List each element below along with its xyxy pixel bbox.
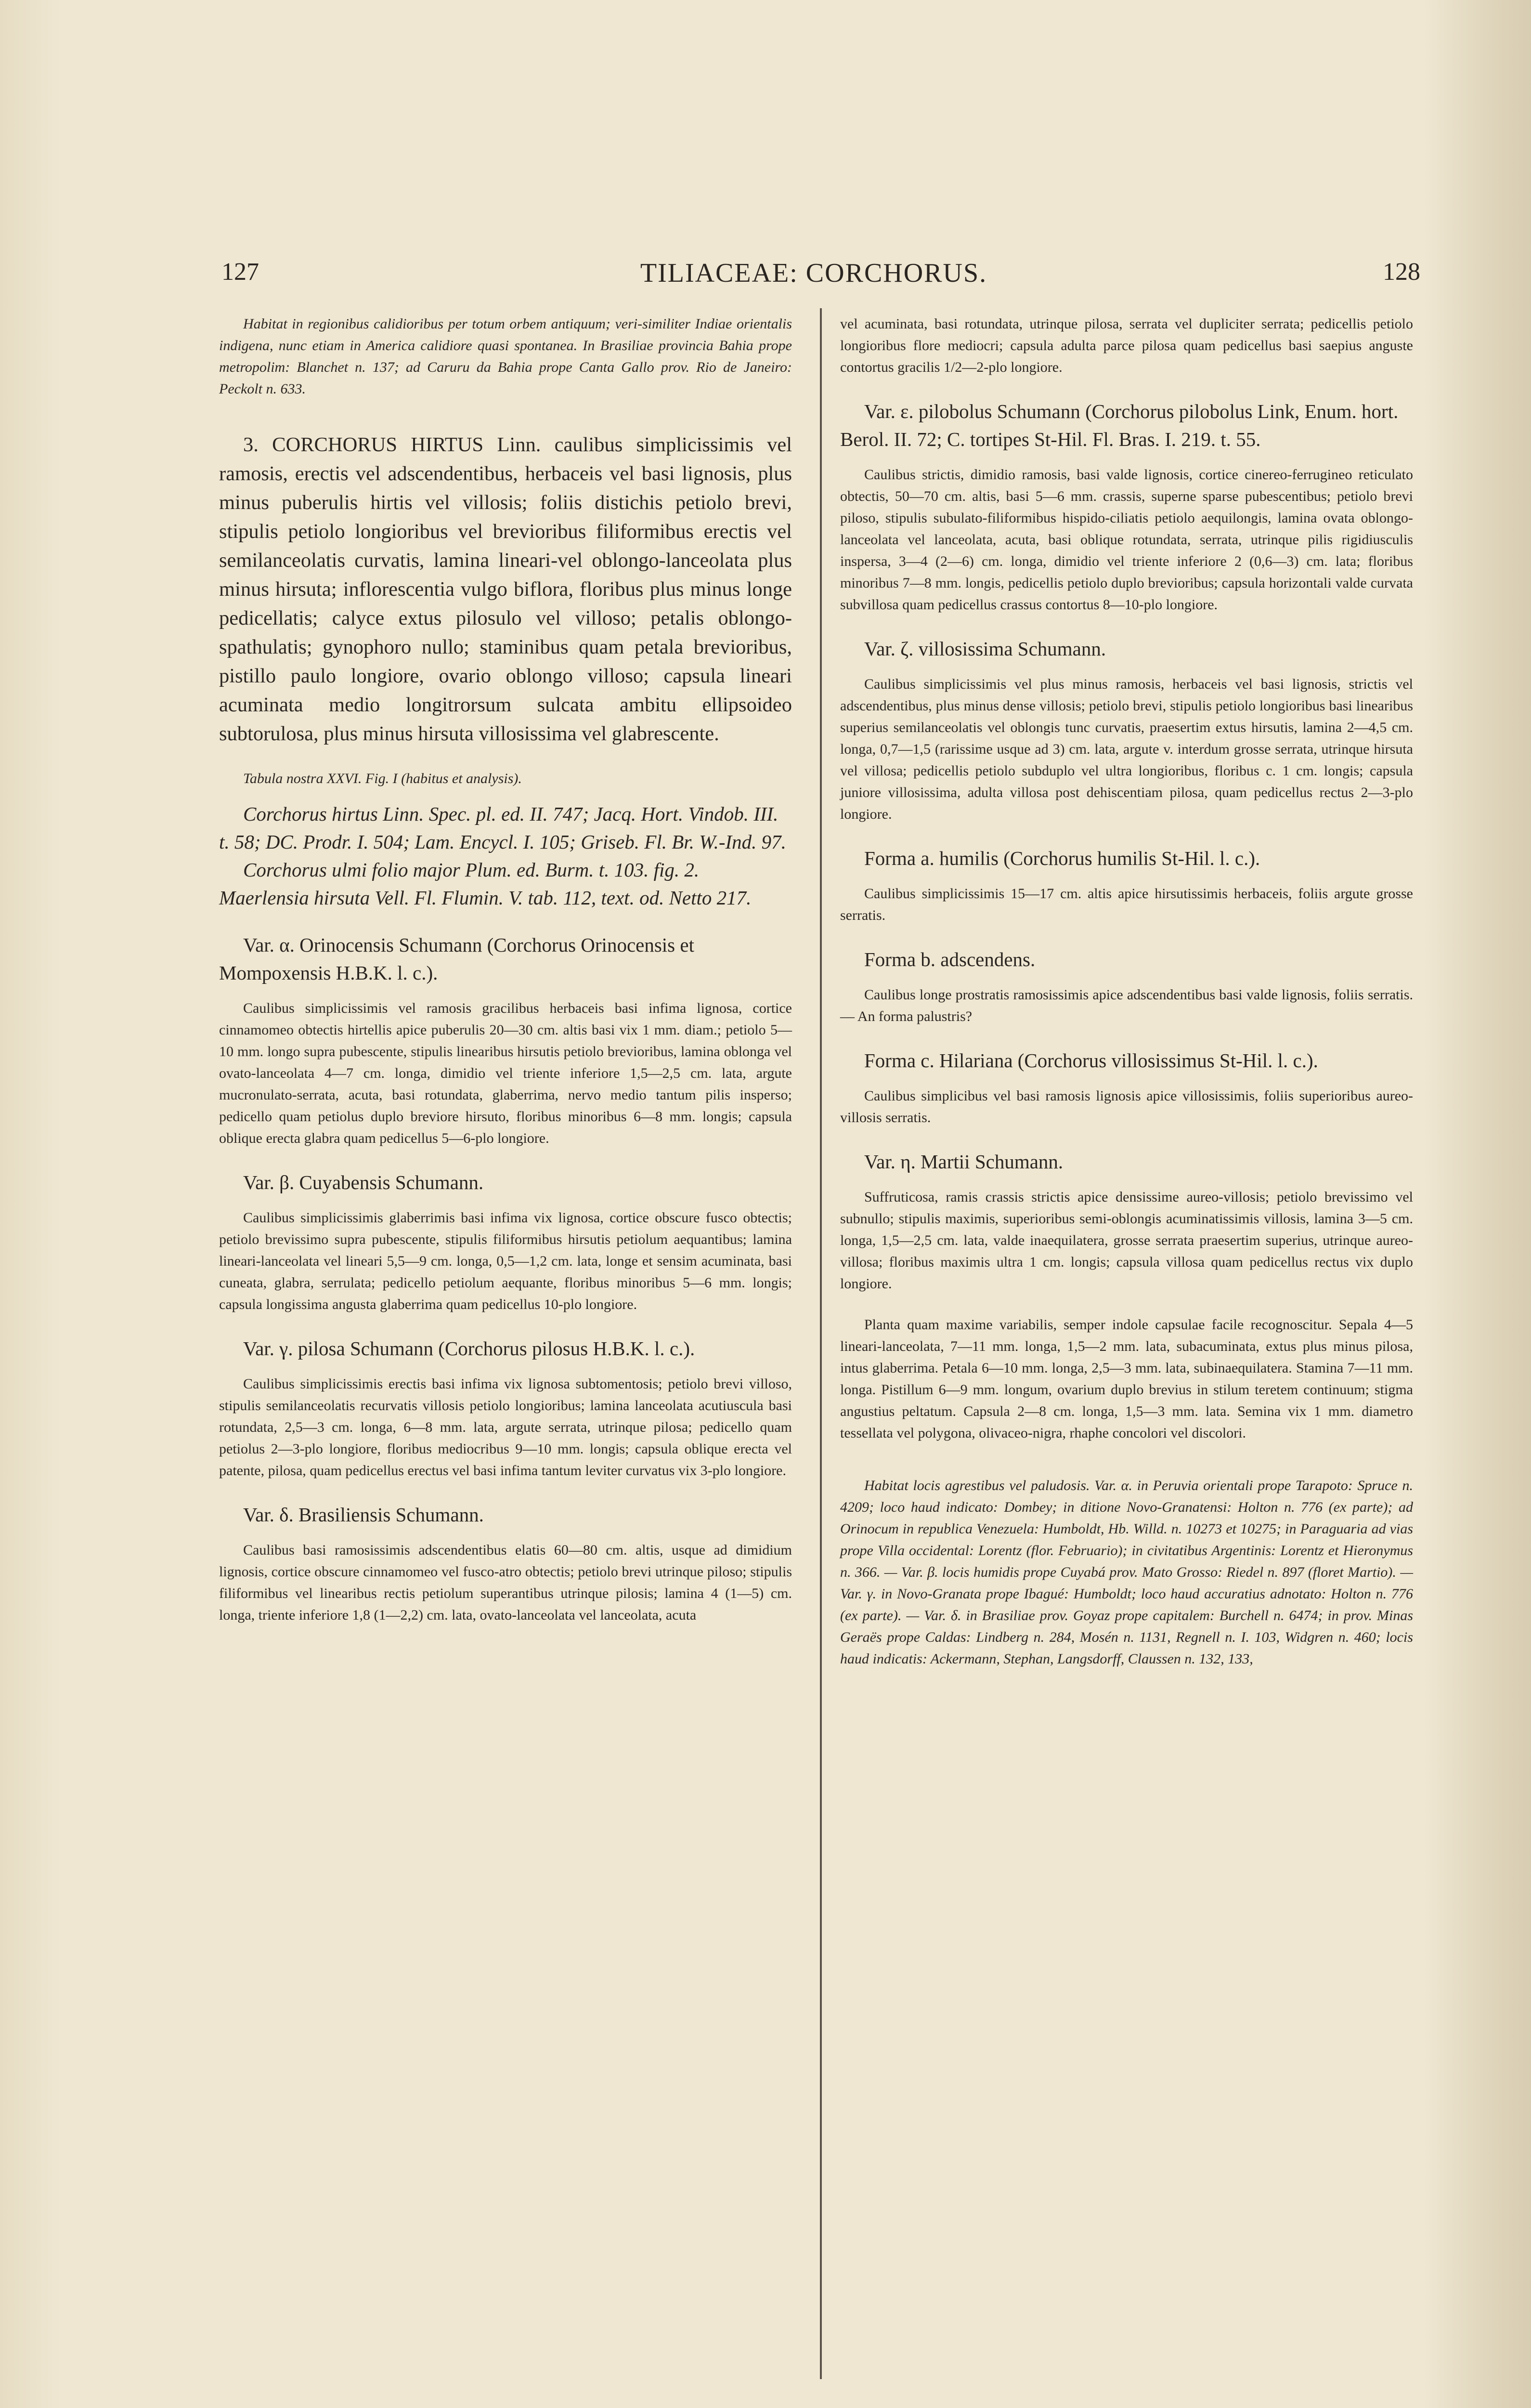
variety-alpha-heading: Var. α. Orinocensis Schumann (Corchorus Orinocensis et Mompoxensis H.B.K. l. c.).	[219, 934, 694, 984]
variety-gamma-description: Caulibus simplicissimis erectis basi infima vix lignosa subtomentosis; petiolo brevi villoso, stipulis semilanceolatis recurvatis villosis petiolo longioribus; lamina lanceolata acutiuscula basi rotundata, 2,5—3 cm. longa, 6—8 mm. lata, argute serrata, utrinque pilosa; pedicello quam petiolus 2—3-plo longiore, floribus mediocribus 9—10 mm. longis; capsula oblique erecta vel patente, pilosa, quam pedicellus erectus vel basi infima tantum leviter curvatus vix 3-plo longiore.	[219, 1376, 792, 1479]
forma-b-description: Caulibus longe prostratis ramosissimis apice adscendentibus basi valde lignosis, foliis serratis. — An forma palustris?	[840, 987, 1413, 1024]
page-header	[207, 258, 1420, 301]
planta-paragraph: Planta quam maxime variabilis, semper indole capsulae facile recognoscitur. Sepala 4—5 lineari-lanceolata, 7—11 mm. longa, 1,5—2 mm. lata, subacuminata, extus plus minus pilosa, intus glaberrima. Petala 6—10 mm. longa, 2,5—3 mm. lata, subinaequilatera. Stamina 7—11 mm. longa. Pistillum 6—9 mm. longum, ovarium duplo brevius in stilum teretem continuum; stigma angustius peltatum. Capsula 2—8 cm. longa, 1,5—3 mm. lata. Semina vix 1 mm. diametro tessellata vel polygona, olivaceo-nigra, rhaphe concolori vel discolori.	[840, 1317, 1413, 1441]
synonymy-paragraph-1: Corchorus hirtus Linn. Spec. pl. ed. II. 747; Jacq. Hort. Vindob. III. t. 58; DC. Prodr. I. 504; Lam. Encycl. I. 105; Griseb. Fl. Br. W.-Ind. 97.	[219, 803, 786, 853]
variety-eta-heading: Var. η. Martii Schumann.	[864, 1151, 1064, 1173]
tabula-reference: Tabula nostra XXVI. Fig. I (habitus et analysis).	[243, 771, 522, 786]
variety-beta-description: Caulibus simplicissimis glaberrimis basi infima vix lignosa, cortice obscure fusco obtectis; petiolo brevissimo supra pubescente, stipulis filiformibus hirsutis petiolum aequantibus; lamina lineari-lanceolata vel lineari 5,5—9 cm. longa, 0,5—1,2 cm. lata, longe et sensim acuminata, basi cuneata, glabra, serrulata; pedicello petiolum aequante, floribus minoribus 5—6 mm. longis; capsula longissima angusta glaberrima quam pedicellus 10-plo longiore.	[219, 1210, 792, 1312]
right-column	[840, 313, 1413, 1670]
forma-c-description: Caulibus simplicibus vel basi ramosis lignosis apice villosissimis, foliis superioribus aureo-villosis serratis.	[840, 1088, 1413, 1125]
variety-delta-heading: Var. δ. Brasiliensis Schumann.	[243, 1504, 484, 1526]
variety-gamma-heading: Var. γ. pilosa Schumann (Corchorus pilosus H.B.K. l. c.).	[243, 1337, 695, 1360]
column-divider	[820, 308, 822, 2379]
variety-beta-heading: Var. β. Cuyabensis Schumann.	[243, 1171, 484, 1193]
variety-zeta-heading: Var. ζ. villosissima Schumann.	[864, 638, 1106, 660]
forma-a-description: Caulibus simplicissimis 15—17 cm. altis apice hirsutissimis herbaceis, foliis argute grosse serratis.	[840, 886, 1413, 923]
variety-eta-description: Suffruticosa, ramis crassis strictis apice densissime aureo-villosis; petiolo brevissimo vel subnullo; stipulis maximis, superioribus semi-oblongis acuminatissimis villosis, lamina 3—5 cm. longa, 1,5—2,5 cm. lata, valde inaequilatera, grosse serrata praesertim superius, utrinque aureo-villosa; floribus maximis ultra 1 cm. longis; capsula villosa quam pedicellus rectus vix duplo longiore.	[840, 1189, 1413, 1292]
forma-a-heading: Forma a. humilis (Corchorus humilis St-Hil. l. c.).	[864, 847, 1260, 869]
variety-epsilon-heading: Var. ε. pilobolus Schumann (Corchorus pilobolus Link, Enum. hort. Berol. II. 72; C. tortipes St-Hil. Fl. Bras. I. 219. t. 55.	[840, 400, 1399, 450]
habitat-distribution-paragraph: Habitat locis agrestibus vel paludosis. Var. α. in Peruvia orientali prope Tarapoto: Spruce n. 4209; loco haud indicato: Dombey; in ditione Novo-Granatensi: Holton n. 776 (ex parte); ad Orinocum in republica Venezuela: Humboldt, Hb. Willd. n. 10273 et 10275; in Paraguaria ad vias prope Villa occidental: Lorentz (flor. Februario); in civitatibus Argentinis: Lorentz et Hieronymus n. 366. — Var. β. locis humidis prope Cuyabá prov. Mato Grosso: Riedel n. 897 (floret Martio). — Var. γ. in Novo-Granata prope Ibagué: Humboldt; loco haud accuratius adnotato: Holton n. 776 (ex parte). — Var. δ. in Brasiliae prov. Goyaz prope capitalem: Burchell n. 6474; in prov. Minas Geraës prope Caldas: Lindberg n. 284, Mosén n. 1131, Regnell n. I. 103, Widgren n. 460; locis haud indicatis: Ackermann, Stephan, Langsdorff, Claussen n. 132, 133,	[840, 1478, 1413, 1667]
variety-delta-description: Caulibus basi ramosissimis adscendentibus elatis 60—80 cm. altis, usque ad dimidium lignosis, cortice obscure cinnamomeo vel fusco-atro obtectis; petiolo brevi utrinque piloso; stipulis filiformibus vel linearibus rectis petiolum superantibus utrinque pilosis; lamina 4 (1—5) cm. longa, triente inferiore 1,8 (1—2,2) cm. lata, ovato-lanceolata vel lanceolata, acuta	[219, 1542, 792, 1623]
habitat-paragraph: Habitat in regionibus calidioribus per totum orbem antiquum; veri-similiter Indiae orientalis indigena, nunc etiam in America calidiore quasi spontanea. In Brasiliae provincia Bahia prope metropolim: Blanchet n. 137; ad Caruru da Bahia prope Canta Gallo prov. Rio de Janeiro: Peckolt n. 633.	[219, 316, 792, 397]
forma-b-heading: Forma b. adscendens.	[864, 948, 1036, 970]
running-title: TILIACEAE: CORCHORUS.	[640, 258, 987, 288]
synonymy-paragraph-2: Corchorus ulmi folio major Plum. ed. Burm. t. 103. fig. 2. Maerlensia hirsuta Vell. Fl. Flumin. V. tab. 112, text. od. Netto 217.	[219, 859, 752, 909]
continuation-paragraph: vel acuminata, basi rotundata, utrinque pilosa, serrata vel dupliciter serrata; pedicellis petiolo longioribus flore mediocri; capsula adulta parce pilosa quam pedicellus basi saepius anguste contortus gracilis 1/2—2-plo longiore.	[840, 316, 1413, 375]
forma-c-heading: Forma c. Hilariana (Corchorus villosissimus St-Hil. l. c.).	[864, 1049, 1318, 1072]
left-column	[219, 313, 792, 1626]
left-page-number: 127	[221, 258, 259, 286]
variety-epsilon-description: Caulibus strictis, dimidio ramosis, basi valde lignosis, cortice cinereo-ferrugineo reticulato obtectis, 50—70 cm. altis, basi 5—6 mm. crassis, superne sparse pubescentibus; petiolo brevi piloso, stipulis subulato-filiformibus hispido-ciliatis petiolo aequilongis, lamina ovata oblongo-lanceolata vel lanceolata, acuta, basi oblique rotundata, serrata, utrinque pilis rigidiusculis inspersa, 3—4 (2—6) cm. longa, dimidio vel triente inferiore 2 (0,6—3) cm. lata; floribus minoribus 7—8 mm. longis, pedicellis petiolo duplo brevioribus; capsula horizontali valde curvata subvillosa quam pedicellus crassus contortus 8—10-plo longiore.	[840, 467, 1413, 613]
variety-alpha-description: Caulibus simplicissimis vel ramosis gracilibus herbaceis basi infima lignosa, cortice cinnamomeo obtectis hirtellis apice puberulis 20—30 cm. altis basi vix 1 mm. diam.; petiolo 5—10 mm. longo supra pubescente, stipulis linearibus hirsutis petiolo brevioribus, lamina oblonga vel ovato-lanceolata 4—7 cm. longa, dimidio vel triente inferiore 1,5—2,5 cm. lata, argute mucronulato-serrata, acuta, basi rotundata, glaberrima, nervo medio tantum pilis insperso; pedicello quam petiolus duplo breviore hirsuto, floribus minoribus 6—8 mm. longis; capsula oblique erecta glabra quam pedicellus 5—6-plo longiore.	[219, 1000, 792, 1146]
right-page-number: 128	[1383, 258, 1420, 286]
species-description: 3. CORCHORUS HIRTUS Linn. caulibus simplicissimis vel ramosis, erectis vel adscendentibus, herbaceis vel basi lignosis, plus minus puberulis hirtis vel villosis; foliis distichis petiolo brevi, stipulis petiolo longioribus vel brevioribus filiformibus erectis vel semilanceolatis curvatis, lamina lineari-vel oblongo-lanceolata plus minus hirsuta; inflorescentia vulgo biflora, floribus plus minus longe pedicellatis; calyce extus pilosulo vel villoso; petalis oblongo-spathulatis; gynophoro nullo; staminibus quam petala brevioribus, pistillo paulo longiore, ovario oblongo villoso; capsula lineari acuminata medio longitrorsum sulcata ambitu ellipsoideo subtorulosa, plus minus hirsuta villosissima vel glabrescente.	[219, 433, 792, 745]
variety-zeta-description: Caulibus simplicissimis vel plus minus ramosis, herbaceis vel basi lignosis, strictis vel adscendentibus, plus minus dense villosis; petiolo brevi, stipulis petiolo longioribus basi linearibus superius semilanceolatis vel oblongis tunc curvatis, praesertim extus hirsutis, lamina 2—4,5 cm. longa, 0,7—1,5 (rarissime usque ad 3) cm. lata, argute v. interdum grosse serrata, utrinque hirsuta vel villosa; pedicellis petiolo subduplo vel ultra longioribus, floribus c. 1 cm. longis; capsula juniore villosissima, adulta villosa post dehiscentiam pilosa, quam pedicellus rectus 2—3-plo longiore.	[840, 676, 1413, 822]
